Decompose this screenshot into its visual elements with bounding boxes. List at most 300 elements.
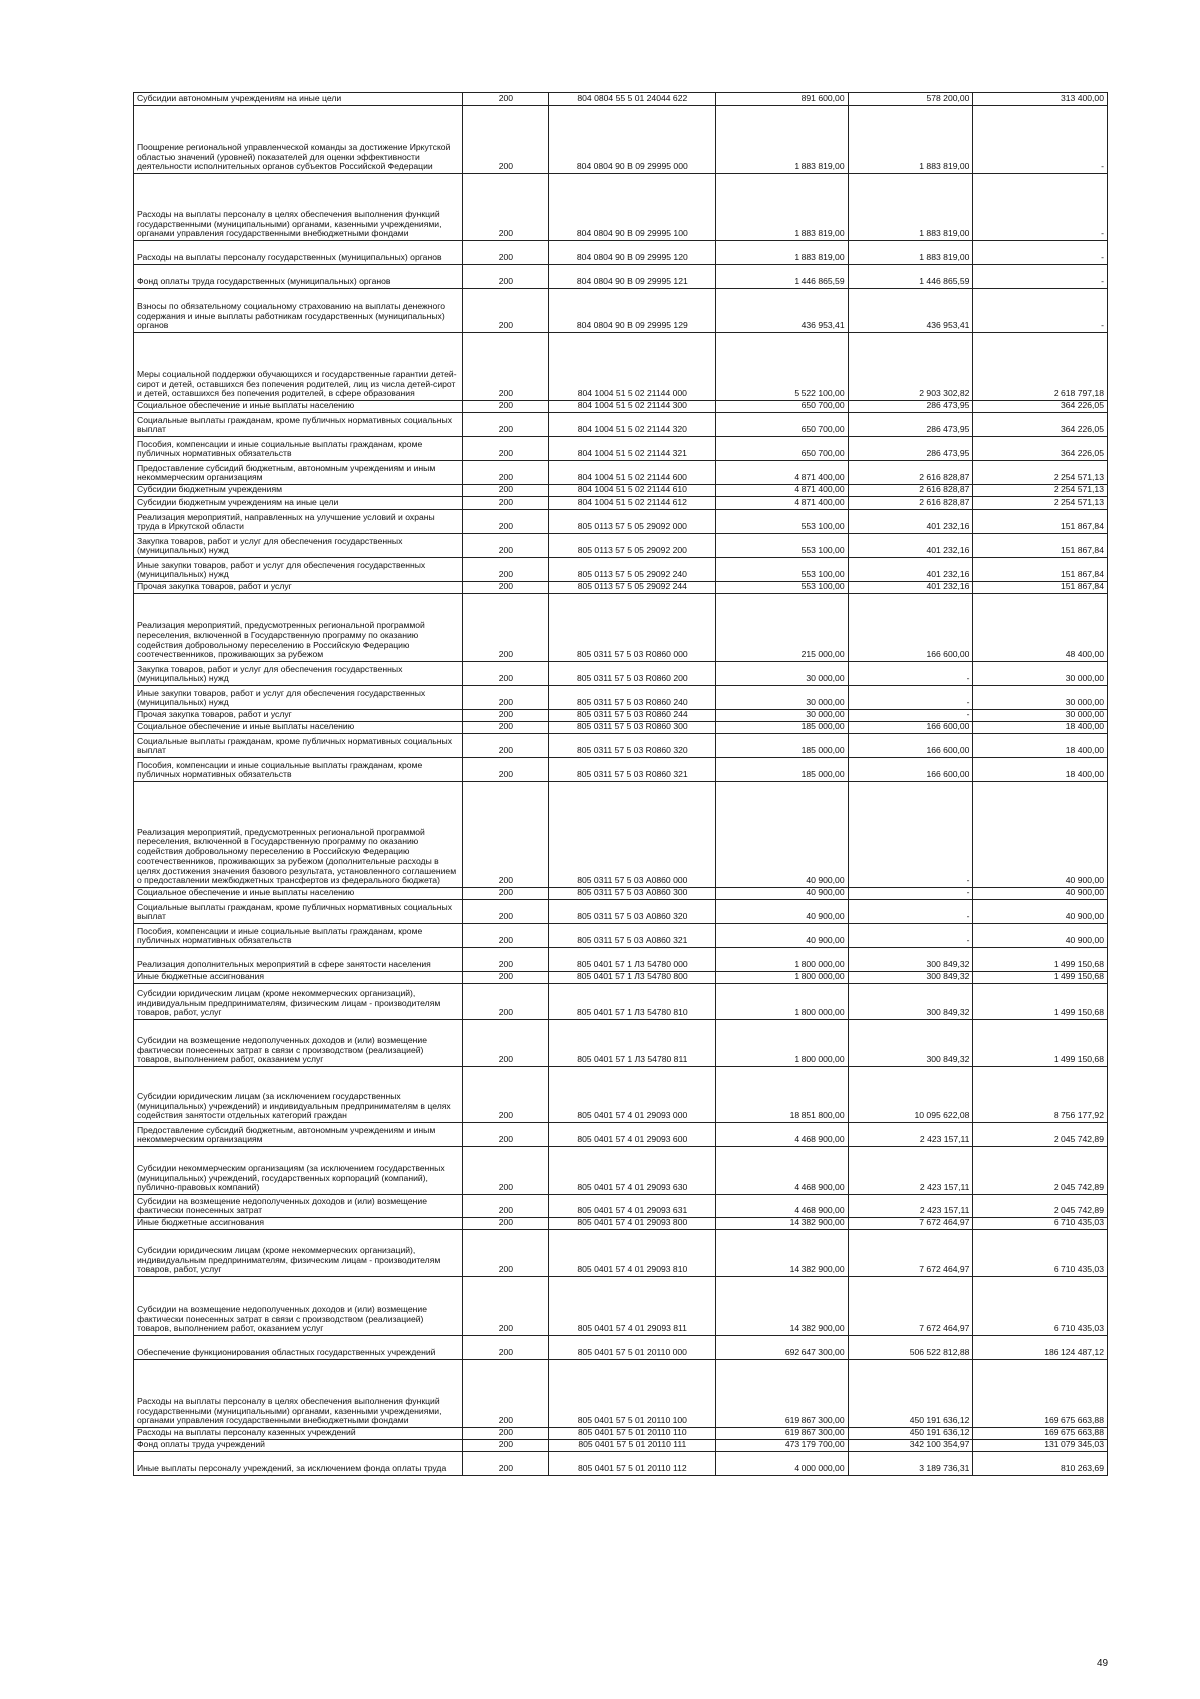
row-approved-amount-cell: 4 468 900,00 <box>716 1147 848 1195</box>
table-row <box>134 333 1108 401</box>
row-line-code-cell: 200 <box>463 289 549 333</box>
row-approved-amount-cell: 30 000,00 <box>716 710 848 722</box>
row-line-code-cell: 200 <box>463 924 549 948</box>
row-executed-amount-cell: - <box>848 686 973 710</box>
table-row <box>134 1452 1108 1476</box>
row-budget-code-cell: 805 0401 57 1 Л3 54780 000 <box>549 948 716 972</box>
row-name-cell: Закупка товаров, работ и услуг для обеспечения государственных (муниципальных) нужд <box>134 662 463 686</box>
row-name-cell: Иные закупки товаров, работ и услуг для обеспечения государственных (муниципальных) нужд <box>134 558 463 582</box>
row-executed-amount-cell: 300 849,32 <box>848 948 973 972</box>
row-executed-amount-cell: 1 883 819,00 <box>848 106 973 174</box>
row-name-cell: Субсидии некоммерческим организациям (за исключением государственных (муниципальных) учреждений, государственных корпораций (компаний), публично-правовых компаний) <box>134 1147 463 1195</box>
table-row <box>134 1218 1108 1230</box>
row-approved-amount-cell: 215 000,00 <box>716 594 848 662</box>
row-name-cell: Субсидии юридическим лицам (за исключением государственных (муниципальных) учреждений) и индивидуальным предпринимателям в целях содействия занятости отдельных категорий граждан <box>134 1067 463 1123</box>
row-name-cell: Прочая закупка товаров, работ и услуг <box>134 710 463 722</box>
row-budget-code-cell: 805 0311 57 5 03 R0860 321 <box>549 758 716 782</box>
row-approved-amount-cell: 553 100,00 <box>716 558 848 582</box>
row-line-code-cell: 200 <box>463 413 549 437</box>
row-approved-amount-cell: 5 522 100,00 <box>716 333 848 401</box>
row-unexecuted-amount-cell: 48 400,00 <box>973 594 1108 662</box>
table-row <box>134 900 1108 924</box>
row-executed-amount-cell: 401 232,16 <box>848 582 973 594</box>
row-name-cell: Реализация мероприятий, предусмотренных региональной программой переселения, включенной в Государственную программу по оказанию содействия добровольному переселению в Российскую Федерацию соотечественников, проживающих за рубежом <box>134 594 463 662</box>
table-row <box>134 888 1108 900</box>
row-executed-amount-cell: 401 232,16 <box>848 558 973 582</box>
row-approved-amount-cell: 40 900,00 <box>716 888 848 900</box>
row-unexecuted-amount-cell: 2 045 742,89 <box>973 1195 1108 1218</box>
table-row <box>134 582 1108 594</box>
row-name-cell: Субсидии бюджетным учреждениям на иные цели <box>134 497 463 510</box>
row-approved-amount-cell: 553 100,00 <box>716 582 848 594</box>
row-budget-code-cell: 805 0401 57 4 01 29093 800 <box>549 1218 716 1230</box>
row-budget-code-cell: 805 0401 57 5 01 20110 110 <box>549 1428 716 1440</box>
table-row <box>134 1123 1108 1147</box>
row-budget-code-cell: 805 0311 57 5 03 R0860 244 <box>549 710 716 722</box>
row-approved-amount-cell: 4 871 400,00 <box>716 497 848 510</box>
table-row <box>134 510 1108 534</box>
row-name-cell: Прочая закупка товаров, работ и услуг <box>134 582 463 594</box>
row-budget-code-cell: 805 0113 57 5 05 29092 200 <box>549 534 716 558</box>
row-name-cell: Реализация мероприятий, предусмотренных региональной программой переселения, включенной в Государственную программу по оказанию содействия добровольному переселению в Российскую Федерацию соотечественников, проживающих за рубежом (дополнительные расходы в целях достижения значения базового результата, установленного соглашением о предоставлении межбюджетных трансфертов из федерального бюджета) <box>134 782 463 888</box>
row-approved-amount-cell: 1 446 865,59 <box>716 265 848 289</box>
row-executed-amount-cell: 2 423 157,11 <box>848 1195 973 1218</box>
row-approved-amount-cell: 40 900,00 <box>716 924 848 948</box>
row-line-code-cell: 200 <box>463 93 549 106</box>
row-line-code-cell: 200 <box>463 497 549 510</box>
row-line-code-cell: 200 <box>463 1452 549 1476</box>
row-unexecuted-amount-cell: 18 400,00 <box>973 758 1108 782</box>
row-unexecuted-amount-cell: 6 710 435,03 <box>973 1277 1108 1336</box>
row-name-cell: Социальное обеспечение и иные выплаты населению <box>134 888 463 900</box>
row-budget-code-cell: 805 0401 57 4 01 29093 631 <box>549 1195 716 1218</box>
table-body <box>134 93 1108 1476</box>
row-line-code-cell: 200 <box>463 1195 549 1218</box>
row-executed-amount-cell: 166 600,00 <box>848 734 973 758</box>
row-name-cell: Обеспечение функционирования областных государственных учреждений <box>134 1336 463 1360</box>
row-approved-amount-cell: 4 871 400,00 <box>716 485 848 497</box>
row-unexecuted-amount-cell: 364 226,05 <box>973 401 1108 413</box>
budget-execution-table <box>133 92 1108 1476</box>
row-approved-amount-cell: 185 000,00 <box>716 734 848 758</box>
row-line-code-cell: 200 <box>463 1020 549 1067</box>
row-budget-code-cell: 805 0311 57 5 03 R0860 320 <box>549 734 716 758</box>
row-approved-amount-cell: 30 000,00 <box>716 686 848 710</box>
row-approved-amount-cell: 40 900,00 <box>716 900 848 924</box>
row-unexecuted-amount-cell: 364 226,05 <box>973 437 1108 461</box>
row-unexecuted-amount-cell: 40 900,00 <box>973 924 1108 948</box>
row-budget-code-cell: 805 0401 57 5 01 20110 100 <box>549 1360 716 1428</box>
row-executed-amount-cell: 2 616 828,87 <box>848 497 973 510</box>
row-budget-code-cell: 805 0401 57 1 Л3 54780 811 <box>549 1020 716 1067</box>
row-name-cell: Иные выплаты персоналу учреждений, за исключением фонда оплаты труда <box>134 1452 463 1476</box>
row-executed-amount-cell: 7 672 464,97 <box>848 1277 973 1336</box>
row-budget-code-cell: 804 1004 51 5 02 21144 610 <box>549 485 716 497</box>
row-approved-amount-cell: 18 851 800,00 <box>716 1067 848 1123</box>
table-row <box>134 174 1108 241</box>
row-name-cell: Расходы на выплаты персоналу государственных (муниципальных) органов <box>134 241 463 265</box>
row-line-code-cell: 200 <box>463 948 549 972</box>
row-budget-code-cell: 804 1004 51 5 02 21144 612 <box>549 497 716 510</box>
table-row <box>134 1428 1108 1440</box>
row-budget-code-cell: 804 0804 90 В 09 29995 129 <box>549 289 716 333</box>
row-line-code-cell: 200 <box>463 1067 549 1123</box>
row-name-cell: Реализация дополнительных мероприятий в сфере занятости населения <box>134 948 463 972</box>
row-budget-code-cell: 805 0311 57 5 03 А0860 300 <box>549 888 716 900</box>
row-name-cell: Иные бюджетные ассигнования <box>134 972 463 984</box>
row-executed-amount-cell: 2 616 828,87 <box>848 461 973 485</box>
row-unexecuted-amount-cell: - <box>973 265 1108 289</box>
row-unexecuted-amount-cell: 313 400,00 <box>973 93 1108 106</box>
row-approved-amount-cell: 650 700,00 <box>716 437 848 461</box>
row-executed-amount-cell: 2 616 828,87 <box>848 485 973 497</box>
row-name-cell: Фонд оплаты труда учреждений <box>134 1440 463 1452</box>
row-approved-amount-cell: 473 179 700,00 <box>716 1440 848 1452</box>
row-executed-amount-cell: 401 232,16 <box>848 510 973 534</box>
row-line-code-cell: 200 <box>463 241 549 265</box>
table-row <box>134 437 1108 461</box>
row-budget-code-cell: 805 0311 57 5 03 R0860 240 <box>549 686 716 710</box>
row-line-code-cell: 200 <box>463 174 549 241</box>
row-budget-code-cell: 805 0401 57 4 01 29093 811 <box>549 1277 716 1336</box>
row-line-code-cell: 200 <box>463 758 549 782</box>
row-line-code-cell: 200 <box>463 265 549 289</box>
row-executed-amount-cell: 2 423 157,11 <box>848 1123 973 1147</box>
row-unexecuted-amount-cell: 810 263,69 <box>973 1452 1108 1476</box>
row-line-code-cell: 200 <box>463 485 549 497</box>
row-unexecuted-amount-cell: 1 499 150,68 <box>973 948 1108 972</box>
row-executed-amount-cell: - <box>848 924 973 948</box>
row-approved-amount-cell: 14 382 900,00 <box>716 1277 848 1336</box>
row-executed-amount-cell: 450 191 636,12 <box>848 1360 973 1428</box>
row-name-cell: Расходы на выплаты персоналу казенных учреждений <box>134 1428 463 1440</box>
table-row <box>134 534 1108 558</box>
row-unexecuted-amount-cell: 1 499 150,68 <box>973 984 1108 1020</box>
row-approved-amount-cell: 14 382 900,00 <box>716 1230 848 1277</box>
table-row <box>134 758 1108 782</box>
row-approved-amount-cell: 4 000 000,00 <box>716 1452 848 1476</box>
row-approved-amount-cell: 4 468 900,00 <box>716 1123 848 1147</box>
row-approved-amount-cell: 1 800 000,00 <box>716 948 848 972</box>
row-approved-amount-cell: 1 883 819,00 <box>716 241 848 265</box>
row-executed-amount-cell: 401 232,16 <box>848 534 973 558</box>
row-approved-amount-cell: 1 800 000,00 <box>716 972 848 984</box>
table-row <box>134 1440 1108 1452</box>
row-name-cell: Субсидии на возмещение недополученных доходов и (или) возмещение фактически понесенных затрат в связи с производством (реализацией) товаров, выполнением работ, оказанием услуг <box>134 1020 463 1067</box>
table-row <box>134 984 1108 1020</box>
row-budget-code-cell: 805 0401 57 4 01 29093 810 <box>549 1230 716 1277</box>
row-unexecuted-amount-cell: 40 900,00 <box>973 900 1108 924</box>
row-budget-code-cell: 804 1004 51 5 02 21144 600 <box>549 461 716 485</box>
row-line-code-cell: 200 <box>463 437 549 461</box>
row-executed-amount-cell: 7 672 464,97 <box>848 1218 973 1230</box>
row-name-cell: Поощрение региональной управленческой команды за достижение Иркутской областью значений (уровней) показателей для оценки эффективности деятельности исполнительных органов субъектов Российской Федерации <box>134 106 463 174</box>
row-name-cell: Взносы по обязательному социальному страхованию на выплаты денежного содержания и иные выплаты работникам государственных (муниципальных) органов <box>134 289 463 333</box>
row-executed-amount-cell: - <box>848 900 973 924</box>
page-number: 49 <box>1097 1658 1109 1669</box>
row-executed-amount-cell: 166 600,00 <box>848 758 973 782</box>
row-name-cell: Субсидии на возмещение недополученных доходов и (или) возмещение фактически понесенных затрат <box>134 1195 463 1218</box>
row-line-code-cell: 200 <box>463 686 549 710</box>
row-unexecuted-amount-cell: 169 675 663,88 <box>973 1360 1108 1428</box>
row-budget-code-cell: 804 1004 51 5 02 21144 300 <box>549 401 716 413</box>
row-line-code-cell: 200 <box>463 1440 549 1452</box>
table-row <box>134 686 1108 710</box>
row-unexecuted-amount-cell: 18 400,00 <box>973 734 1108 758</box>
row-executed-amount-cell: 436 953,41 <box>848 289 973 333</box>
row-line-code-cell: 200 <box>463 534 549 558</box>
row-executed-amount-cell: 300 849,32 <box>848 972 973 984</box>
row-line-code-cell: 200 <box>463 1123 549 1147</box>
row-approved-amount-cell: 650 700,00 <box>716 413 848 437</box>
row-name-cell: Субсидии бюджетным учреждениям <box>134 485 463 497</box>
row-approved-amount-cell: 891 600,00 <box>716 93 848 106</box>
row-unexecuted-amount-cell: 2 254 571,13 <box>973 461 1108 485</box>
row-budget-code-cell: 805 0113 57 5 05 29092 244 <box>549 582 716 594</box>
row-executed-amount-cell: 166 600,00 <box>848 722 973 734</box>
row-executed-amount-cell: 1 446 865,59 <box>848 265 973 289</box>
row-line-code-cell: 200 <box>463 900 549 924</box>
row-unexecuted-amount-cell: 1 499 150,68 <box>973 1020 1108 1067</box>
row-budget-code-cell: 804 0804 55 5 01 24044 622 <box>549 93 716 106</box>
row-name-cell: Фонд оплаты труда государственных (муниципальных) органов <box>134 265 463 289</box>
table-row <box>134 241 1108 265</box>
row-name-cell: Расходы на выплаты персоналу в целях обеспечения выполнения функций государственными (муниципальными) органами, казенными учреждениями, органами управления государственными внебюджетными фондами <box>134 174 463 241</box>
row-executed-amount-cell: 2 423 157,11 <box>848 1147 973 1195</box>
row-budget-code-cell: 805 0311 57 5 03 А0860 321 <box>549 924 716 948</box>
row-name-cell: Меры социальной поддержки обучающихся и государственные гарантии детей-сирот и детей, оставшихся без попечения родителей, лиц из числа детей-сирот и детей, оставшихся без попечения родителей, в сфере образования <box>134 333 463 401</box>
row-line-code-cell: 200 <box>463 888 549 900</box>
table-row <box>134 1147 1108 1195</box>
row-executed-amount-cell: 342 100 354,97 <box>848 1440 973 1452</box>
row-approved-amount-cell: 1 800 000,00 <box>716 984 848 1020</box>
row-line-code-cell: 200 <box>463 106 549 174</box>
row-budget-code-cell: 805 0113 57 5 05 29092 000 <box>549 510 716 534</box>
row-approved-amount-cell: 14 382 900,00 <box>716 1218 848 1230</box>
row-name-cell: Иные закупки товаров, работ и услуг для обеспечения государственных (муниципальных) нужд <box>134 686 463 710</box>
row-name-cell: Субсидии автономным учреждениям на иные цели <box>134 93 463 106</box>
row-line-code-cell: 200 <box>463 984 549 1020</box>
table-row <box>134 924 1108 948</box>
row-unexecuted-amount-cell: 2 618 797,18 <box>973 333 1108 401</box>
table-row <box>134 1360 1108 1428</box>
row-unexecuted-amount-cell: 186 124 487,12 <box>973 1336 1108 1360</box>
row-line-code-cell: 200 <box>463 782 549 888</box>
row-name-cell: Пособия, компенсации и иные социальные выплаты гражданам, кроме публичных нормативных обязательств <box>134 924 463 948</box>
row-budget-code-cell: 805 0401 57 4 01 29093 600 <box>549 1123 716 1147</box>
row-line-code-cell: 200 <box>463 1147 549 1195</box>
row-budget-code-cell: 805 0401 57 5 01 20110 111 <box>549 1440 716 1452</box>
table-row <box>134 710 1108 722</box>
row-budget-code-cell: 804 0804 90 В 09 29995 120 <box>549 241 716 265</box>
row-unexecuted-amount-cell: 2 254 571,13 <box>973 497 1108 510</box>
row-budget-code-cell: 805 0401 57 1 Л3 54780 800 <box>549 972 716 984</box>
row-approved-amount-cell: 4 871 400,00 <box>716 461 848 485</box>
row-line-code-cell: 200 <box>463 1336 549 1360</box>
row-line-code-cell: 200 <box>463 1230 549 1277</box>
row-unexecuted-amount-cell: 40 900,00 <box>973 888 1108 900</box>
table-row <box>134 401 1108 413</box>
row-name-cell: Пособия, компенсации и иные социальные выплаты гражданам, кроме публичных нормативных обязательств <box>134 758 463 782</box>
row-budget-code-cell: 804 0804 90 В 09 29995 000 <box>549 106 716 174</box>
row-budget-code-cell: 805 0311 57 5 03 R0860 000 <box>549 594 716 662</box>
row-line-code-cell: 200 <box>463 734 549 758</box>
row-executed-amount-cell: - <box>848 710 973 722</box>
row-executed-amount-cell: 166 600,00 <box>848 594 973 662</box>
row-unexecuted-amount-cell: 2 045 742,89 <box>973 1147 1108 1195</box>
row-budget-code-cell: 805 0311 57 5 03 А0860 320 <box>549 900 716 924</box>
row-unexecuted-amount-cell: 30 000,00 <box>973 710 1108 722</box>
table-row <box>134 265 1108 289</box>
row-name-cell: Социальные выплаты гражданам, кроме публичных нормативных социальных выплат <box>134 900 463 924</box>
row-approved-amount-cell: 650 700,00 <box>716 401 848 413</box>
table-row <box>134 734 1108 758</box>
table-row <box>134 485 1108 497</box>
row-line-code-cell: 200 <box>463 972 549 984</box>
row-name-cell: Предоставление субсидий бюджетным, автономным учреждениям и иным некоммерческим организациям <box>134 461 463 485</box>
row-line-code-cell: 200 <box>463 401 549 413</box>
row-executed-amount-cell: 286 473,95 <box>848 401 973 413</box>
row-unexecuted-amount-cell: 364 226,05 <box>973 413 1108 437</box>
row-unexecuted-amount-cell: 151 867,84 <box>973 582 1108 594</box>
row-unexecuted-amount-cell: 151 867,84 <box>973 510 1108 534</box>
row-name-cell: Социальное обеспечение и иные выплаты населению <box>134 401 463 413</box>
row-executed-amount-cell: 10 095 622,08 <box>848 1067 973 1123</box>
row-unexecuted-amount-cell: 1 499 150,68 <box>973 972 1108 984</box>
table-row <box>134 1067 1108 1123</box>
row-executed-amount-cell: 2 903 302,82 <box>848 333 973 401</box>
row-line-code-cell: 200 <box>463 582 549 594</box>
row-budget-code-cell: 804 0804 90 В 09 29995 100 <box>549 174 716 241</box>
row-budget-code-cell: 805 0401 57 4 01 29093 630 <box>549 1147 716 1195</box>
table-row <box>134 1020 1108 1067</box>
table-row <box>134 461 1108 485</box>
row-executed-amount-cell: 450 191 636,12 <box>848 1428 973 1440</box>
table-row <box>134 497 1108 510</box>
row-budget-code-cell: 804 1004 51 5 02 21144 321 <box>549 437 716 461</box>
row-budget-code-cell: 805 0311 57 5 03 R0860 300 <box>549 722 716 734</box>
row-approved-amount-cell: 553 100,00 <box>716 510 848 534</box>
row-budget-code-cell: 804 1004 51 5 02 21144 000 <box>549 333 716 401</box>
row-approved-amount-cell: 619 867 300,00 <box>716 1428 848 1440</box>
row-approved-amount-cell: 185 000,00 <box>716 758 848 782</box>
row-line-code-cell: 200 <box>463 722 549 734</box>
row-name-cell: Субсидии юридическим лицам (кроме некоммерческих организаций), индивидуальным предпринимателям, физическим лицам - производителям товаров, работ, услуг <box>134 1230 463 1277</box>
row-line-code-cell: 200 <box>463 710 549 722</box>
table-row <box>134 1195 1108 1218</box>
row-line-code-cell: 200 <box>463 1218 549 1230</box>
row-budget-code-cell: 805 0311 57 5 03 R0860 200 <box>549 662 716 686</box>
row-unexecuted-amount-cell: 151 867,84 <box>973 558 1108 582</box>
row-line-code-cell: 200 <box>463 1428 549 1440</box>
row-unexecuted-amount-cell: - <box>973 241 1108 265</box>
row-approved-amount-cell: 436 953,41 <box>716 289 848 333</box>
row-executed-amount-cell: - <box>848 662 973 686</box>
row-name-cell: Предоставление субсидий бюджетным, автономным учреждениям и иным некоммерческим организациям <box>134 1123 463 1147</box>
row-unexecuted-amount-cell: - <box>973 289 1108 333</box>
row-executed-amount-cell: - <box>848 888 973 900</box>
row-budget-code-cell: 805 0311 57 5 03 А0860 000 <box>549 782 716 888</box>
row-approved-amount-cell: 553 100,00 <box>716 534 848 558</box>
row-approved-amount-cell: 40 900,00 <box>716 782 848 888</box>
row-line-code-cell: 200 <box>463 594 549 662</box>
row-unexecuted-amount-cell: 6 710 435,03 <box>973 1230 1108 1277</box>
row-name-cell: Социальные выплаты гражданам, кроме публичных нормативных социальных выплат <box>134 413 463 437</box>
row-name-cell: Реализация мероприятий, направленных на улучшение условий и охраны труда в Иркутской области <box>134 510 463 534</box>
row-unexecuted-amount-cell: - <box>973 106 1108 174</box>
row-budget-code-cell: 804 1004 51 5 02 21144 320 <box>549 413 716 437</box>
row-name-cell: Субсидии юридическим лицам (кроме некоммерческих организаций), индивидуальным предпринимателям, физическим лицам - производителям товаров, работ, услуг <box>134 984 463 1020</box>
row-line-code-cell: 200 <box>463 510 549 534</box>
table-row <box>134 972 1108 984</box>
row-approved-amount-cell: 1 883 819,00 <box>716 174 848 241</box>
table-row <box>134 782 1108 888</box>
row-executed-amount-cell: 1 883 819,00 <box>848 174 973 241</box>
row-executed-amount-cell: 286 473,95 <box>848 437 973 461</box>
row-unexecuted-amount-cell: 30 000,00 <box>973 662 1108 686</box>
row-name-cell: Пособия, компенсации и иные социальные выплаты гражданам, кроме публичных нормативных обязательств <box>134 437 463 461</box>
row-approved-amount-cell: 1 800 000,00 <box>716 1020 848 1067</box>
table-row <box>134 722 1108 734</box>
row-line-code-cell: 200 <box>463 558 549 582</box>
row-budget-code-cell: 805 0401 57 5 01 20110 112 <box>549 1452 716 1476</box>
row-executed-amount-cell: - <box>848 782 973 888</box>
row-budget-code-cell: 805 0401 57 4 01 29093 000 <box>549 1067 716 1123</box>
row-executed-amount-cell: 300 849,32 <box>848 984 973 1020</box>
row-line-code-cell: 200 <box>463 333 549 401</box>
row-executed-amount-cell: 578 200,00 <box>848 93 973 106</box>
row-approved-amount-cell: 185 000,00 <box>716 722 848 734</box>
table-row <box>134 93 1108 106</box>
row-line-code-cell: 200 <box>463 1277 549 1336</box>
row-unexecuted-amount-cell: 6 710 435,03 <box>973 1218 1108 1230</box>
row-executed-amount-cell: 286 473,95 <box>848 413 973 437</box>
row-approved-amount-cell: 30 000,00 <box>716 662 848 686</box>
row-budget-code-cell: 805 0113 57 5 05 29092 240 <box>549 558 716 582</box>
row-line-code-cell: 200 <box>463 461 549 485</box>
table-row <box>134 413 1108 437</box>
row-executed-amount-cell: 7 672 464,97 <box>848 1230 973 1277</box>
row-executed-amount-cell: 1 883 819,00 <box>848 241 973 265</box>
row-unexecuted-amount-cell: - <box>973 174 1108 241</box>
table-row <box>134 106 1108 174</box>
row-name-cell: Закупка товаров, работ и услуг для обеспечения государственных (муниципальных) нужд <box>134 534 463 558</box>
row-name-cell: Субсидии на возмещение недополученных доходов и (или) возмещение фактически понесенных затрат в связи с производством (реализацией) товаров, выполнением работ, оказанием услуг <box>134 1277 463 1336</box>
table-row <box>134 662 1108 686</box>
row-unexecuted-amount-cell: 40 900,00 <box>973 782 1108 888</box>
row-unexecuted-amount-cell: 2 254 571,13 <box>973 485 1108 497</box>
row-unexecuted-amount-cell: 2 045 742,89 <box>973 1123 1108 1147</box>
row-name-cell: Социальные выплаты гражданам, кроме публичных нормативных социальных выплат <box>134 734 463 758</box>
row-approved-amount-cell: 619 867 300,00 <box>716 1360 848 1428</box>
row-unexecuted-amount-cell: 18 400,00 <box>973 722 1108 734</box>
table-row <box>134 558 1108 582</box>
row-name-cell: Социальное обеспечение и иные выплаты населению <box>134 722 463 734</box>
row-budget-code-cell: 805 0401 57 1 Л3 54780 810 <box>549 984 716 1020</box>
row-unexecuted-amount-cell: 131 079 345,03 <box>973 1440 1108 1452</box>
row-budget-code-cell: 804 0804 90 В 09 29995 121 <box>549 265 716 289</box>
row-unexecuted-amount-cell: 151 867,84 <box>973 534 1108 558</box>
table-row <box>134 1277 1108 1336</box>
row-line-code-cell: 200 <box>463 662 549 686</box>
row-executed-amount-cell: 506 522 812,88 <box>848 1336 973 1360</box>
row-executed-amount-cell: 3 189 736,31 <box>848 1452 973 1476</box>
row-unexecuted-amount-cell: 30 000,00 <box>973 686 1108 710</box>
row-executed-amount-cell: 300 849,32 <box>848 1020 973 1067</box>
table-row <box>134 289 1108 333</box>
row-name-cell: Расходы на выплаты персоналу в целях обеспечения выполнения функций государственными (муниципальными) органами, казенными учреждениями, органами управления государственными внебюджетными фондами <box>134 1360 463 1428</box>
table-row <box>134 1230 1108 1277</box>
